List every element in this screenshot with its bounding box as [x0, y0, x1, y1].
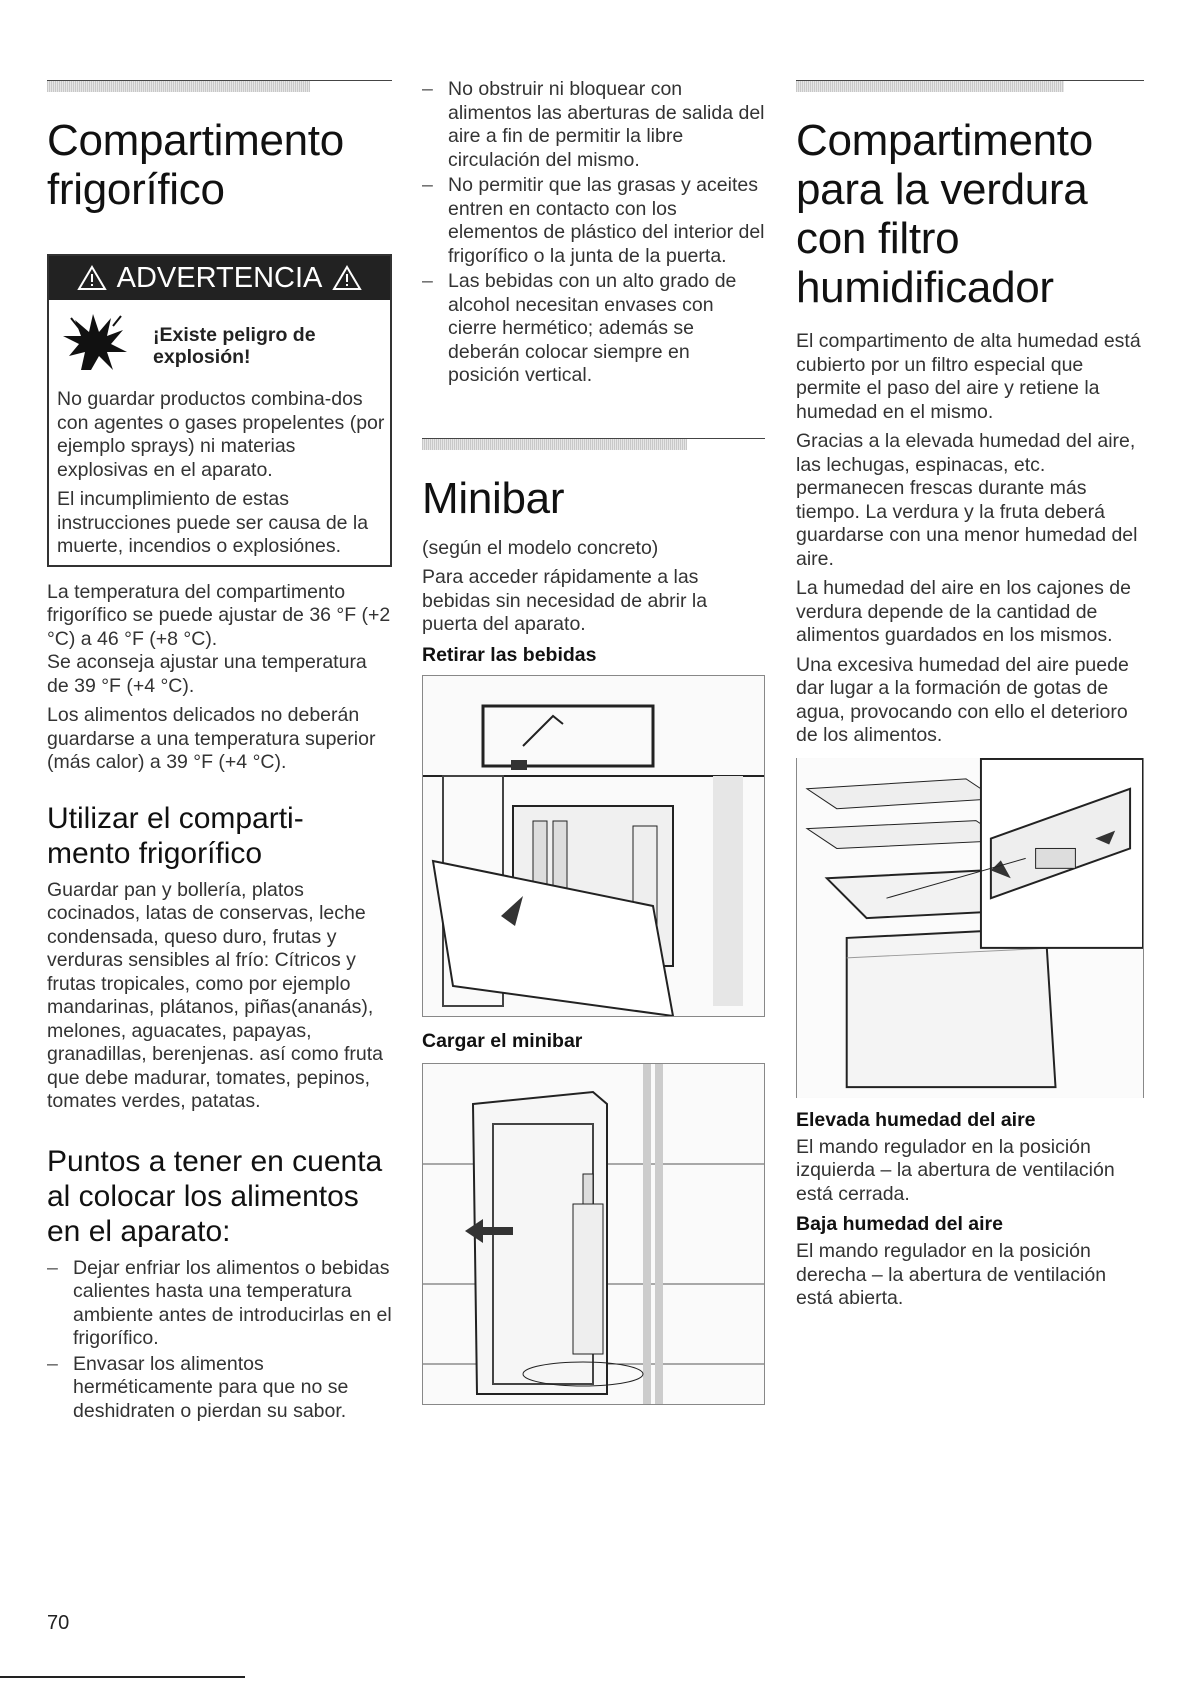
warning-triangle-icon [332, 265, 362, 291]
column-vegetable [796, 80, 1144, 1317]
warning-header [49, 256, 390, 300]
section-title-refrigerator: Compartimento frigorífico [47, 116, 344, 214]
subheading-low-humidity: Baja humedad del aire [796, 1213, 1003, 1235]
section-title-minibar: Minibar [422, 473, 565, 523]
explosion-icon [61, 312, 139, 372]
minibar-loading-image [423, 1064, 764, 1404]
section-rule [422, 438, 765, 452]
paragraph: Los alimentos delicados no deberán guardarse a una temperatura superior (más calor) a 39 °F (+4 °C). [47, 704, 376, 773]
section-title-vegetable: Compartimento para la verdura con filtro humidificador [796, 116, 1093, 312]
warning-box [47, 254, 392, 567]
paragraph: Guardar pan y bollería, platos cocinados, latas de conservas, leche condensada, queso duro, frutas y verduras sensibles al frío: Cítricos y frutas tropicales, como por ejemplo mandarinas, plátanos, piñas(ananás), melones, aguacates, papayas, granadillas, berenjenas. así como fruta que debe madurar, tomates, pepinos, tomates verdes, patatas. [47, 878, 384, 1112]
minibar-load-illustration [422, 1063, 765, 1405]
paragraph: El mando regulador en la posición derecha – la abertura de ventilación está abierta. [796, 1240, 1107, 1309]
subheading-high-humidity: Elevada humedad del aire [796, 1108, 1036, 1131]
paragraph: Una excesiva humedad del aire puede dar lugar a la formación de gotas de agua, provocando con ello el deterioro de los alimentos. [796, 653, 1129, 746]
heading-use-refrigerator: Utilizar el comparti- mento frigorífico [47, 801, 304, 870]
crisper-illustration [796, 758, 1144, 1098]
minibar-remove-illustration [422, 675, 765, 1017]
section-rule [796, 80, 1144, 94]
column-minibar [422, 78, 765, 1405]
footer-rule [0, 1676, 245, 1678]
paragraph: Para acceder rápidamente a las bebidas sin necesidad de abrir la puerta del aparato. [422, 566, 708, 635]
column-refrigerator [47, 80, 392, 1425]
subheading-load-minibar: Cargar el minibar [422, 1029, 583, 1052]
warning-header-label: ADVERTENCIA [116, 262, 323, 294]
warning-text: No guardar productos combina-dos con agentes o gases propelentes (por ejemplo sprays) ni materias explosivas en el aparato. [57, 388, 385, 481]
section-rule [47, 80, 392, 94]
warning-text: El incumplimiento de estas instrucciones puede ser causa de la muerte, incendios o explosiónes. [57, 488, 369, 557]
paragraph: (según el modelo concreto) [422, 536, 659, 559]
paragraph: Gracias a la elevada humedad del aire, las lechugas, espinacas, etc. permanecen frescas durante más tiempo. La verdura y la fruta deberá guardarse con una menor humedad del aire. [796, 430, 1138, 570]
paragraph: Se aconseja ajustar una temperatura de 39 °F (+4 °C). [47, 651, 367, 697]
bullet-list [422, 78, 765, 388]
paragraph: La temperatura del compartimento frigorífico se puede ajustar de 36 °F (+2 °C) a 46 °F (+8 °C). [47, 580, 391, 650]
crisper-drawer-image [797, 758, 1143, 1098]
list-item: – Dejar enfriar los alimentos o bebidas calientes hasta una temperatura ambiente antes de introducirlas en el frigorífico. [47, 1257, 392, 1351]
warning-alert-title: ¡Existe peligro de explosión! [153, 324, 316, 368]
list-item: – No obstruir ni bloquear con alimentos las aberturas de salida del aire a fin de permitir la libre circulación del mismo. [422, 78, 765, 172]
subheading-remove-drinks: Retirar las bebidas [422, 643, 597, 666]
paragraph: La humedad del aire en los cajones de verdura depende de la cantidad de alimentos guardados en los mismos. [796, 577, 1131, 646]
bullet-list [47, 1257, 392, 1424]
paragraph: El compartimento de alta humedad está cubierto por un filtro especial que permite el paso del aire y retiene la humedad en el mismo. [796, 330, 1141, 423]
minibar-door-open-image [423, 676, 764, 1016]
paragraph: El mando regulador en la posición izquierda – la abertura de ventilación está cerrada. [796, 1135, 1115, 1205]
warning-triangle-icon [77, 265, 107, 291]
page-number: 70 [47, 1612, 70, 1634]
list-item: – Envasar los alimentos herméticamente para que no se deshidraten o pierdan su sabor. [47, 1353, 392, 1424]
heading-points: Puntos a tener en cuenta al colocar los alimentos en el aparato: [47, 1144, 383, 1248]
list-item: – Las bebidas con un alto grado de alcohol necesitan envases con cierre hermético; además se deberán colocar siempre en posición vertical. [422, 270, 765, 388]
list-item: – No permitir que las grasas y aceites entren en contacto con los elementos de plástico del interior del frigorífico o la junta de la puerta. [422, 174, 765, 268]
